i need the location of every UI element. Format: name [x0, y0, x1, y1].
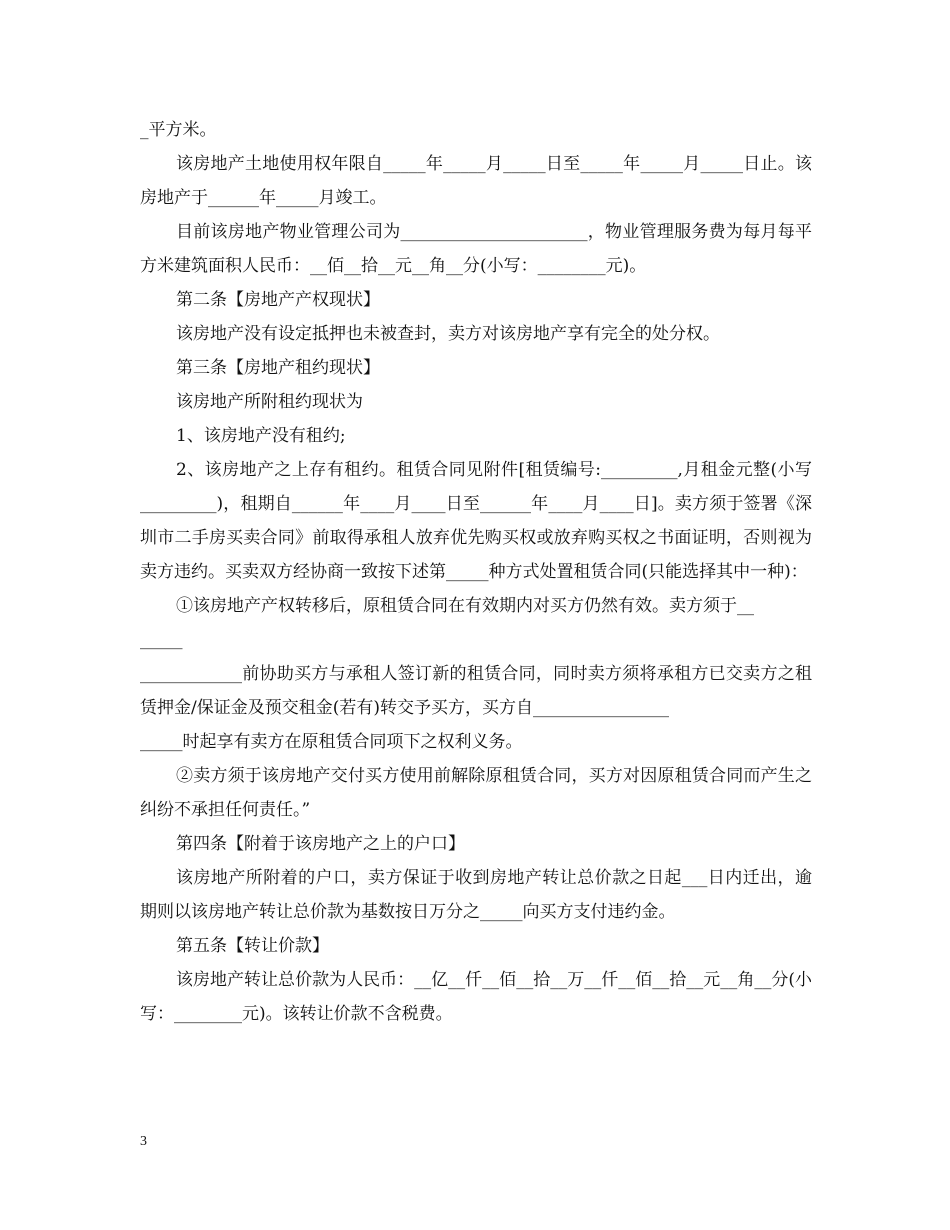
paragraph-option-1-end: _____时起享有卖方在原租赁合同项下之权利义务。 — [140, 732, 523, 752]
paragraph-property-management: 目前该房地产物业管理公司为______________________，物业管理服务费为每月每平方米建筑面积人民币：__佰__拾__元__角__分(小写：________元)。 — [140, 222, 812, 276]
paragraph-title-status: 该房地产没有设定抵押也未被查封，卖方对该房地产享有完全的处分权。 — [176, 324, 720, 344]
paragraph-existing-lease: 2、该房地产之上存有租约。租赁合同见附件[租赁编号:_________,月租金元整(小写_________)，租期自______年____月____日至______年____月____日]。卖方须于签署《深圳市二手房买卖合同》前取得承租人放弃优先购买权或放弃购买权之书面证明，否则视为卖方违约。买卖双方经协商一致按下述第_____种方式处置租赁合同(只能选择其中一种)： — [140, 460, 812, 582]
paragraph-transfer-price: 该房地产转让总价款为人民币：__亿__仟__佰__拾__万__仟__佰__拾__元__角__分(小写：________元)。该转让价款不含税费。 — [140, 970, 812, 1024]
heading-article-5: 第五条【转让价款】 — [176, 936, 329, 956]
page-number: 3 — [140, 1134, 147, 1149]
paragraph-area-end: _平方米。 — [140, 120, 217, 140]
heading-article-3: 第三条【房地产租约现状】 — [176, 358, 380, 378]
paragraph-option-1-continued: ____________前协助买方与承租人签订新的租赁合同，同时卖方须将承租方已交卖方之租赁押金/保证金及预交租金(若有)转交予买方，买方自________________ — [140, 664, 812, 718]
paragraph-no-lease: 1、该房地产没有租约; — [176, 426, 346, 446]
paragraph-lease-status-intro: 该房地产所附租约现状为 — [176, 392, 363, 412]
paragraph-household-registration: 该房地产所附着的户口，卖方保证于收到房地产转让总价款之日起___日内迁出，逾期则以该房地产转让总价款为基数按日万分之_____向买方支付违约金。 — [140, 868, 812, 922]
paragraph-option-1-blank: _____ — [140, 630, 183, 650]
paragraph-land-use-term: 该房地产土地使用权年限自_____年_____月_____日至_____年_____月_____日止。该房地产于______年_____月竣工。 — [140, 154, 812, 208]
document-body — [140, 113, 812, 1031]
heading-article-4: 第四条【附着于该房地产之上的户口】 — [176, 834, 465, 854]
paragraph-option-1: ①该房地产产权转移后，原租赁合同在有效期内对买方仍然有效。卖方须于__ — [176, 596, 754, 616]
paragraph-option-2: ②卖方须于该房地产交付买方使用前解除原租赁合同，买方对因原租赁合同而产生之纠纷不承担任何责任。” — [140, 766, 812, 820]
heading-article-2: 第二条【房地产产权现状】 — [176, 290, 380, 310]
